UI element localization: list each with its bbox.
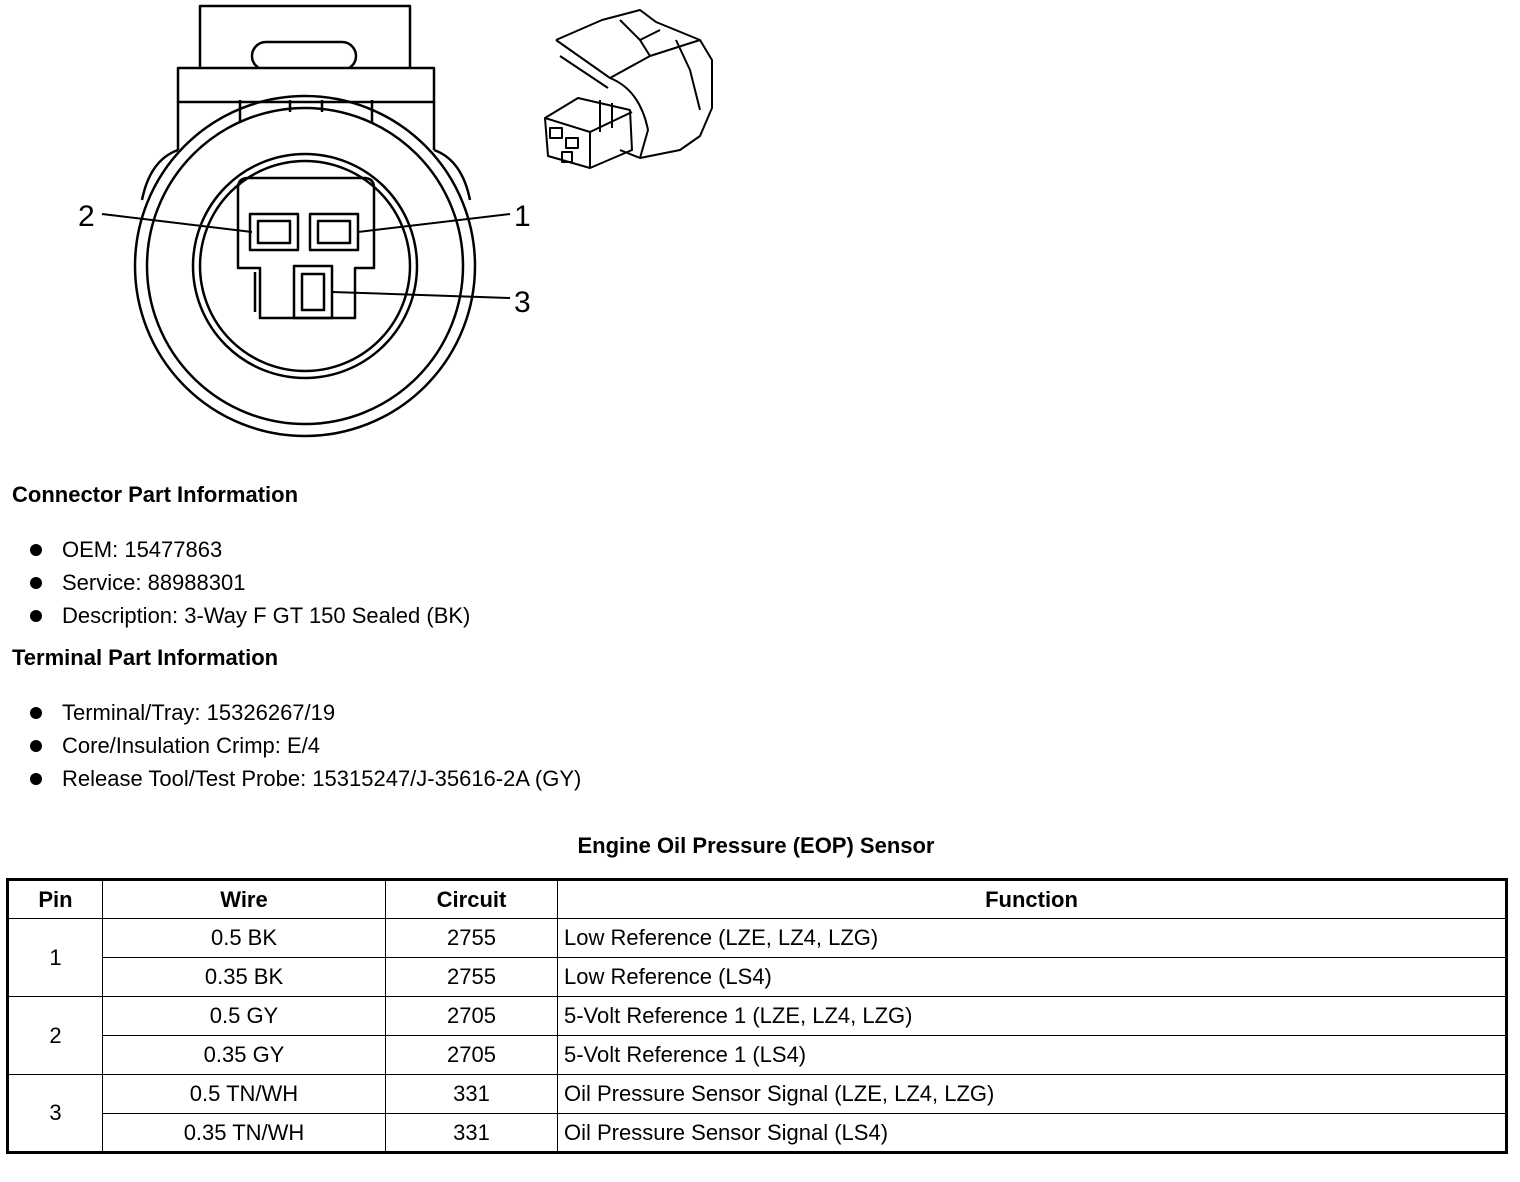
pin-label-3: 3 <box>514 286 531 319</box>
table-title: Engine Oil Pressure (EOP) Sensor <box>577 833 935 858</box>
table-row <box>8 919 1507 958</box>
pin-cell: 1 <box>8 919 103 997</box>
terminal-info-list <box>30 696 581 795</box>
list-item: Service: 88988301 <box>30 566 470 599</box>
function-cell: 5-Volt Reference 1 (LS4) <box>558 1036 1507 1075</box>
circuit-cell: 2755 <box>386 919 558 958</box>
terminal-3 <box>294 266 332 318</box>
table-row <box>8 958 1507 997</box>
list-item: OEM: 15477863 <box>30 533 470 566</box>
list-item: Terminal/Tray: 15326267/19 <box>30 696 581 729</box>
terminal-2 <box>250 214 298 250</box>
header-circuit: Circuit <box>386 880 558 919</box>
function-cell: 5-Volt Reference 1 (LZE, LZ4, LZG) <box>558 997 1507 1036</box>
connector-info-heading: Connector Part Information <box>12 482 299 507</box>
connector-latch <box>142 6 470 200</box>
pin-label-1: 1 <box>514 200 531 233</box>
wire-cell: 0.5 TN/WH <box>103 1075 386 1114</box>
leader-line-2 <box>102 214 252 232</box>
pin-label-2: 2 <box>78 200 95 233</box>
function-cell: Low Reference (LS4) <box>558 958 1507 997</box>
bullet-icon <box>30 610 42 622</box>
leader-line-3 <box>332 292 510 298</box>
wire-cell: 0.5 GY <box>103 997 386 1036</box>
pin-cell: 3 <box>8 1075 103 1153</box>
leader-line-1 <box>358 214 510 232</box>
pin-cell: 2 <box>8 997 103 1075</box>
wire-cell: 0.35 GY <box>103 1036 386 1075</box>
circuit-cell: 2755 <box>386 958 558 997</box>
table-header-row <box>8 880 1507 919</box>
list-item: Description: 3-Way F GT 150 Sealed (BK) <box>30 599 470 632</box>
terminal-info-heading: Terminal Part Information <box>12 645 279 670</box>
connector-info-list <box>30 533 470 632</box>
terminal-1 <box>310 214 358 250</box>
wire-cell: 0.5 BK <box>103 919 386 958</box>
pinout-table <box>6 878 1508 1154</box>
header-wire: Wire <box>103 880 386 919</box>
circuit-cell: 331 <box>386 1114 558 1153</box>
wire-cell: 0.35 BK <box>103 958 386 997</box>
circuit-cell: 2705 <box>386 1036 558 1075</box>
circuit-cell: 2705 <box>386 997 558 1036</box>
table-row <box>8 1075 1507 1114</box>
terminal-cavity <box>238 178 374 318</box>
wire-cell: 0.35 TN/WH <box>103 1114 386 1153</box>
connector-diagram <box>0 0 760 450</box>
bullet-icon <box>30 773 42 785</box>
header-pin: Pin <box>8 880 103 919</box>
table-row <box>8 997 1507 1036</box>
function-cell: Low Reference (LZE, LZ4, LZG) <box>558 919 1507 958</box>
header-function: Function <box>558 880 1507 919</box>
bullet-icon <box>30 740 42 752</box>
list-item: Core/Insulation Crimp: E/4 <box>30 729 581 762</box>
connector-isometric-view <box>545 10 712 168</box>
list-item: Release Tool/Test Probe: 15315247/J-35616-2A (GY) <box>30 762 581 795</box>
bullet-icon <box>30 577 42 589</box>
circuit-cell: 331 <box>386 1075 558 1114</box>
function-cell: Oil Pressure Sensor Signal (LZE, LZ4, LZG) <box>558 1075 1507 1114</box>
bullet-icon <box>30 707 42 719</box>
table-row <box>8 1036 1507 1075</box>
table-row <box>8 1114 1507 1153</box>
bullet-icon <box>30 544 42 556</box>
function-cell: Oil Pressure Sensor Signal (LS4) <box>558 1114 1507 1153</box>
